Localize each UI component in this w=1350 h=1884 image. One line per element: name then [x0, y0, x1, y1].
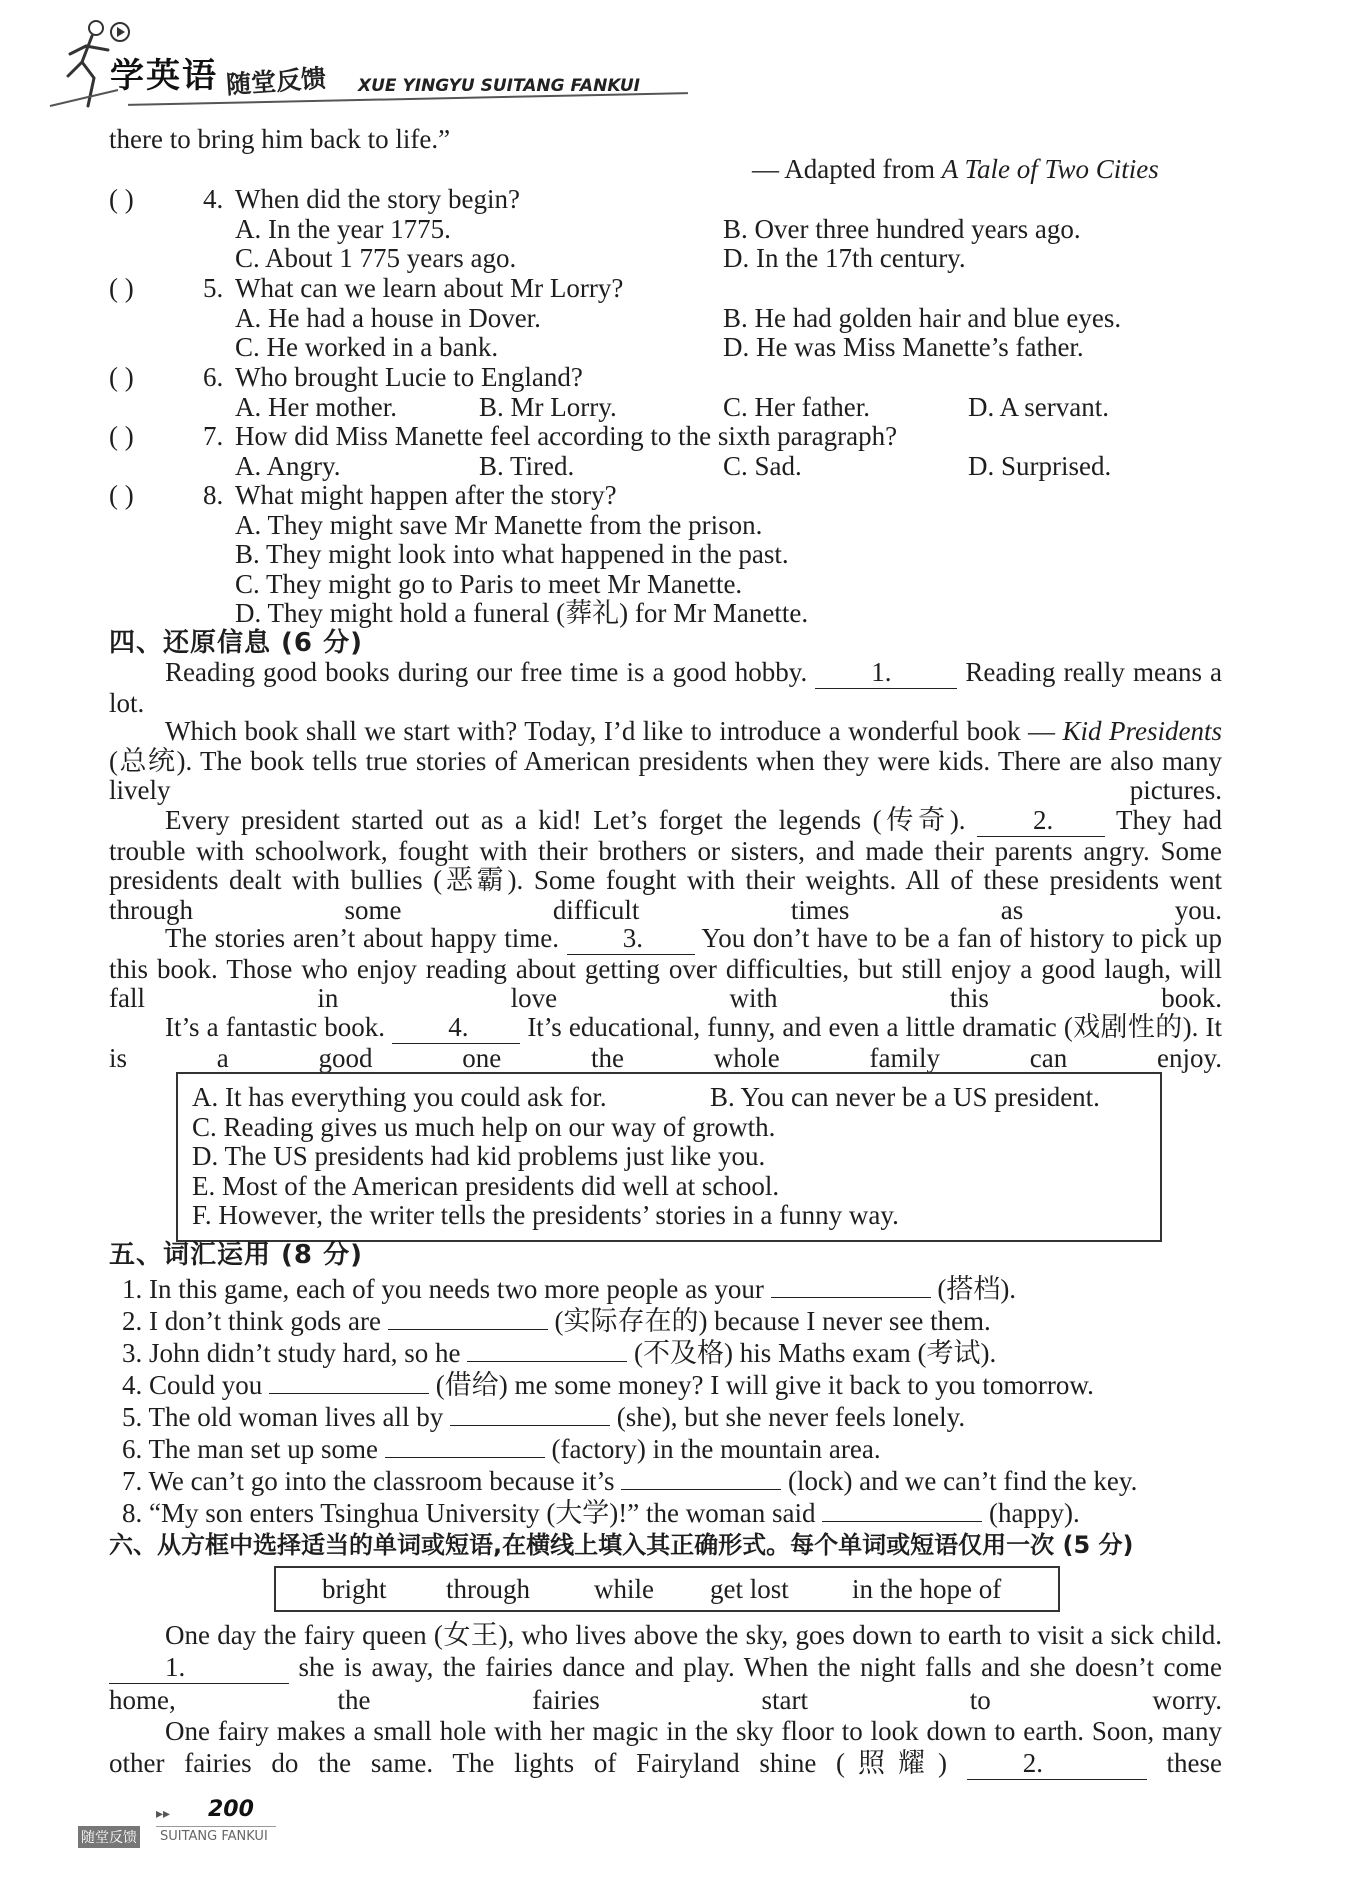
- item-text: 6. The man set up some: [122, 1434, 378, 1464]
- item-hint: (搭档).: [937, 1274, 1017, 1304]
- option-c: C. Reading gives us much help on our way of growth.: [192, 1112, 776, 1142]
- text-run: You don’t have to be a fan of history to pick up this book. Those who enjoy reading about getting over difficulties, but still enjoy a good laugh, will fall in love with this book.: [109, 923, 1223, 1014]
- options-box: [176, 1072, 1162, 1242]
- text-run: One day the fairy queen (女王), who lives above the sky, goes down to earth to visit a sick child.: [165, 1620, 1222, 1650]
- section4-paragraph-4: [109, 924, 1222, 1014]
- vocab-item-7: [122, 1465, 1137, 1496]
- word-3: while: [594, 1574, 654, 1604]
- section6-paragraph-2: [109, 1715, 1222, 1780]
- book-title: Kid Presidents: [1062, 716, 1222, 746]
- footer-rule: [156, 1826, 276, 1827]
- passage-source: [752, 154, 1159, 184]
- text-run: she is away, the fairies dance and play. When the night falls and she doesn’t come home, the fairies start to worry.: [109, 1652, 1223, 1715]
- text-run: Which book shall we start with? Today, I’d like to introduce a wonderful book —: [165, 716, 1056, 746]
- blank-2[interactable]: 2.: [977, 806, 1105, 837]
- answer-blank[interactable]: [771, 1273, 931, 1298]
- answer-blank[interactable]: [388, 1305, 548, 1330]
- page-arrow-icon: ▸▸: [156, 1806, 171, 1822]
- option-b: B. Tired.: [479, 451, 575, 481]
- word-1: bright: [322, 1574, 387, 1604]
- answer-paren[interactable]: ( ): [109, 480, 134, 510]
- text-run: Reading really means a lot.: [109, 657, 1223, 718]
- word-2: through: [446, 1574, 530, 1604]
- option-a: A. They might save Mr Manette from the prison.: [235, 510, 763, 540]
- question-text: What might happen after the story?: [235, 480, 617, 510]
- text-run: Every president started out as a kid! Let’s forget the legends (传奇).: [165, 805, 966, 835]
- option-b: B. He had golden hair and blue eyes.: [723, 303, 1122, 333]
- item-text: 4. Could you: [122, 1370, 263, 1400]
- footer-label-zh: 随堂反馈: [78, 1826, 140, 1848]
- answer-blank[interactable]: [269, 1369, 429, 1394]
- header-title-pinyin: XUE YINGYU SUITANG FANKUI: [358, 76, 641, 96]
- text-run: (总统). The book tells true stories of American presidents when they were kids. There are also many lively pictures.: [109, 745, 1222, 806]
- option-b: B. Mr Lorry.: [479, 392, 617, 422]
- option-a: A. In the year 1775.: [235, 214, 451, 244]
- option-a: A. Angry.: [235, 451, 341, 481]
- answer-blank[interactable]: [822, 1497, 982, 1522]
- question-text: Who brought Lucie to England?: [235, 362, 583, 392]
- question-text: What can we learn about Mr Lorry?: [235, 273, 624, 303]
- item-hint: (happy).: [988, 1498, 1080, 1528]
- answer-paren[interactable]: ( ): [109, 421, 134, 451]
- option-d: D. In the 17th century.: [723, 243, 966, 273]
- text-run: Reading good books during our free time is a good hobby.: [165, 657, 808, 687]
- section4-paragraph-3: [109, 806, 1222, 925]
- text-run: It’s educational, funny, and even a little dramatic (戏剧性的). It is a good one the whole family can enjoy.: [109, 1012, 1223, 1073]
- passage-last-line: there to bring him back to life.”: [109, 124, 451, 154]
- option-b: B. Over three hundred years ago.: [723, 214, 1081, 244]
- vocab-item-4: [122, 1369, 1094, 1400]
- header-title-zh: 学英语: [110, 56, 218, 96]
- blank-2[interactable]: 2.: [967, 1747, 1147, 1780]
- option-d: D. The US presidents had kid problems just like you.: [192, 1141, 766, 1171]
- option-d: D. Surprised.: [968, 451, 1112, 481]
- blank-3[interactable]: 3.: [567, 924, 695, 955]
- page-number: 200: [208, 1797, 254, 1822]
- item-text: 3. John didn’t study hard, so he: [122, 1338, 461, 1368]
- section5-heading: 五、词汇运用 (8 分): [109, 1240, 363, 1270]
- item-hint: (factory) in the mountain area.: [551, 1434, 881, 1464]
- item-text: 8. “My son enters Tsinghua University (大学)!” the woman said: [122, 1498, 816, 1528]
- vocab-item-2: [122, 1305, 991, 1336]
- answer-paren[interactable]: ( ): [109, 184, 134, 214]
- option-d: D. A servant.: [968, 392, 1109, 422]
- question-number: 4.: [203, 184, 224, 214]
- answer-blank[interactable]: [467, 1337, 627, 1362]
- source-prefix: — Adapted from: [752, 154, 942, 184]
- source-title: A Tale of Two Cities: [941, 154, 1159, 184]
- answer-blank[interactable]: [385, 1433, 545, 1458]
- item-hint: (lock) and we can’t find the key.: [787, 1466, 1138, 1496]
- question-number: 6.: [203, 362, 224, 392]
- section4-paragraph-5: [109, 1013, 1222, 1073]
- option-a: A. Her mother.: [235, 392, 397, 422]
- question-text: How did Miss Manette feel according to the sixth paragraph?: [235, 421, 898, 451]
- option-b: B. You can never be a US president.: [710, 1082, 1100, 1112]
- vocab-item-1: [122, 1273, 1016, 1304]
- option-c: C. Her father.: [723, 392, 870, 422]
- item-hint: (借给) me some money? I will give it back to you tomorrow.: [435, 1370, 1094, 1400]
- text-run: these: [1166, 1748, 1223, 1778]
- option-b: B. They might look into what happened in the past.: [235, 539, 789, 569]
- word-5: in the hope of: [852, 1574, 1002, 1604]
- question-text: When did the story begin?: [235, 184, 520, 214]
- option-a: A. He had a house in Dover.: [235, 303, 541, 333]
- header-subtitle-zh: 随堂反馈: [225, 63, 328, 100]
- text-run: The stories aren’t about happy time.: [165, 923, 560, 953]
- footer-label-pinyin: SUITANG FANKUI: [160, 1829, 268, 1844]
- vocab-item-3: [122, 1337, 996, 1368]
- header: [48, 18, 648, 118]
- option-f: F. However, the writer tells the presidents’ stories in a funny way.: [192, 1200, 899, 1230]
- item-text: 2. I don’t think gods are: [122, 1306, 381, 1336]
- text-run: One fairy makes a small hole with her magic in the sky floor to look down to earth. Soon, many other fairies do the same. The lights of Fairyland shine (照耀): [109, 1716, 1222, 1778]
- vocab-item-6: [122, 1433, 881, 1464]
- item-text: 7. We can’t go into the classroom because it’s: [122, 1466, 615, 1496]
- option-c: C. He worked in a bank.: [235, 332, 499, 362]
- section6-paragraph-1: [109, 1619, 1222, 1716]
- question-number: 8.: [203, 480, 224, 510]
- vocab-item-5: [122, 1401, 965, 1432]
- section6-heading: 六、从方框中选择适当的单词或短语,在横线上填入其正确形式。每个单词或短语仅用一次 (5 分): [109, 1531, 1134, 1559]
- option-c: C. Sad.: [723, 451, 802, 481]
- question-number: 7.: [203, 421, 224, 451]
- item-hint: (she), but she never feels lonely.: [616, 1402, 966, 1432]
- option-e: E. Most of the American presidents did well at school.: [192, 1171, 780, 1201]
- section4-paragraph-2: [109, 717, 1222, 806]
- item-hint: (不及格) his Maths exam (考试).: [634, 1338, 997, 1368]
- section4-heading: 四、还原信息 (6 分): [109, 628, 363, 658]
- answer-blank[interactable]: [621, 1465, 781, 1490]
- item-text: 5. The old woman lives all by: [122, 1402, 444, 1432]
- blank-1[interactable]: 1.: [815, 658, 957, 689]
- word-box: [274, 1566, 1060, 1612]
- vocab-item-8: [122, 1497, 1080, 1528]
- word-4: get lost: [710, 1574, 789, 1604]
- item-text: 1. In this game, each of you needs two more people as your: [122, 1274, 764, 1304]
- option-d: D. He was Miss Manette’s father.: [723, 332, 1084, 362]
- option-a: A. It has everything you could ask for.: [192, 1082, 607, 1112]
- answer-blank[interactable]: [450, 1401, 610, 1426]
- section4-paragraph-1: [109, 658, 1222, 718]
- question-number: 5.: [203, 273, 224, 303]
- text-run: It’s a fantastic book.: [165, 1012, 386, 1042]
- answer-paren[interactable]: ( ): [109, 273, 134, 303]
- option-c: C. They might go to Paris to meet Mr Manette.: [235, 569, 743, 599]
- option-d: D. They might hold a funeral (葬礼) for Mr Manette.: [235, 598, 809, 628]
- blank-1[interactable]: 1.: [109, 1651, 289, 1684]
- blank-4[interactable]: 4.: [392, 1013, 520, 1044]
- item-hint: (实际存在的) because I never see them.: [554, 1306, 991, 1336]
- text-run: They had trouble with schoolwork, fought with their brothers or sisters, and made their parents angry. Some presidents dealt with bullies (恶霸). Some fought with their weights. All of these presidents went through some difficult times as you.: [109, 805, 1222, 925]
- option-c: C. About 1 775 years ago.: [235, 243, 517, 273]
- answer-paren[interactable]: ( ): [109, 362, 134, 392]
